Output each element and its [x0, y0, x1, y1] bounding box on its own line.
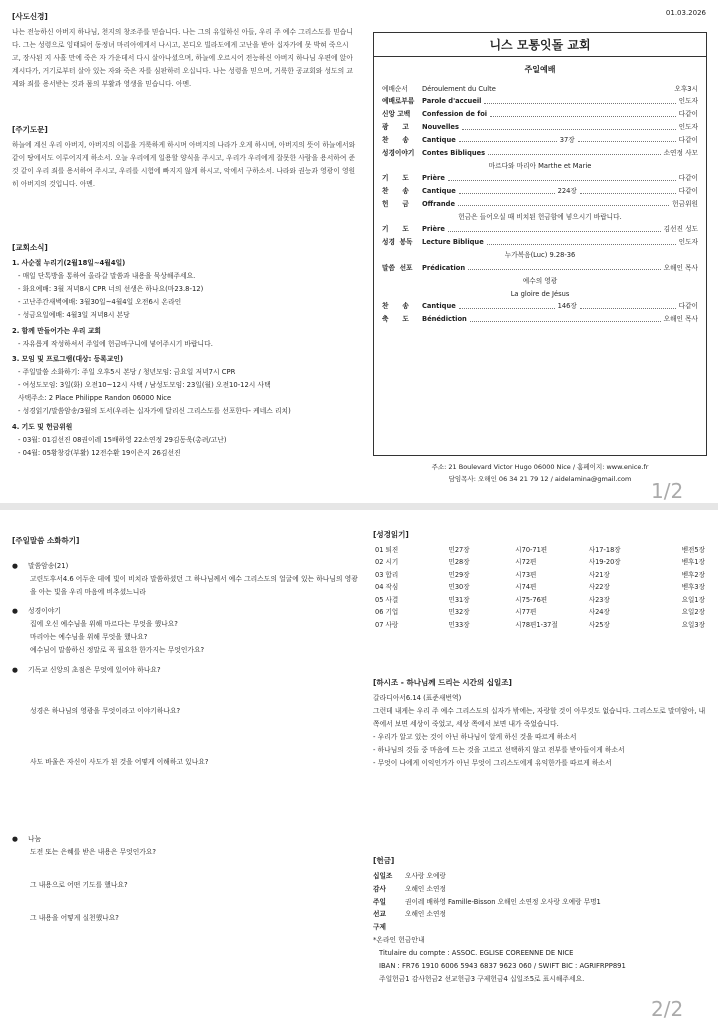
glory-question: 성경은 하나님의 영광을 무엇이라고 이야기하나요? — [30, 707, 181, 716]
story-question-1: 집에 오신 예수님을 위해 마르다는 무엇을 했나요? — [30, 619, 178, 628]
service-name: 주일예배 — [524, 65, 556, 74]
reading-cell: 시78편1-37절 — [515, 620, 558, 629]
order-korean: 성경 봉독 — [382, 238, 413, 247]
reading-cell: 벧전5장 — [681, 545, 705, 554]
reading-cell: 01 퇴진 — [375, 545, 399, 554]
offering-row — [373, 896, 707, 909]
paul-question: 사도 바울은 자신이 사도가 된 것을 어떻게 이해하고 있나요? — [30, 758, 209, 767]
order-row — [382, 134, 698, 147]
story-question-3: 예수님이 말씀하신 정말로 꼭 필요한 한가지는 무엇인가요? — [30, 645, 205, 654]
bulletin-date: 01.03.2026 — [665, 9, 706, 17]
reading-cell: 사17-18장 — [588, 545, 621, 554]
reading-cell: 06 기업 — [375, 608, 399, 617]
order-row — [382, 313, 698, 326]
leader-dots — [459, 305, 555, 309]
reading-cell: 사22장 — [588, 583, 610, 592]
apostles-creed — [12, 12, 357, 91]
reading-cell: 04 작심 — [375, 583, 399, 592]
order-french: Cantique — [422, 187, 456, 196]
reading-cell: 민27장 — [448, 545, 470, 554]
creed-text: 나는 전능하신 아버지 하나님, 천지의 창조주를 믿습니다. 나는 그의 유일하신 아들, 우리 주 예수 그리스도를 믿습니다. 그는 성령으로 잉태되어 동정녀 마리아에게서 나시고, 본디오 빌라도에게 고난을 받아 십자가에 못 박혀 죽으시고, 장사된 지 사흘 만에 죽은 자 가운데서 다시 살아나셨으며, 하늘에 오르시어 전능하신 아버지 하나님 우편에 앉아 계시다가, 거기로부터 살아 있는 자와 죽은 자를 심판하러 오십니다. 나는 성령을 믿으며, 거룩한 공교회와 성도의 교제와 죄를 용서받는 것과 몸의 부활과 영생을 믿습니다. 아멘. — [12, 28, 353, 88]
order-leader: 다같이 — [678, 135, 699, 144]
news-item-heading: 4. 기도 및 헌금위원 — [12, 423, 73, 431]
reading-cell: 사24장 — [588, 608, 610, 617]
order-french: Cantique — [422, 302, 456, 311]
reading-cell: 사23장 — [588, 595, 610, 604]
order-korean: 찬 송 — [382, 187, 409, 196]
order-korean: 예배로부름 — [382, 97, 415, 106]
order-korean: 헌 금 — [382, 199, 409, 208]
reading-cell: 민31장 — [448, 595, 470, 604]
story-question-2: 마리아는 예수님을 위해 무엇을 했나요? — [30, 632, 148, 641]
pastor-contact: 담임목사: 오해인 06 34 21 79 12 / aidelamina@gmail.com — [448, 475, 632, 484]
hymn-number: 224장 — [557, 187, 577, 196]
order-french: Prière — [422, 225, 445, 234]
reading-cell: 민33장 — [448, 620, 470, 629]
bulletin-page-2 — [0, 510, 718, 1024]
news-item-line: - 04월: 05황창강(부활) 12전수환 19이은지 26김선진 — [18, 448, 181, 457]
bullet-icon: ● — [12, 835, 18, 844]
order-leader: 오후3시 — [674, 84, 698, 93]
reading-row — [373, 582, 707, 595]
offering-type: 주일 — [373, 897, 386, 906]
reading-row — [373, 594, 707, 607]
bible-reading — [373, 530, 707, 632]
order-leader: 오해인 목사 — [663, 315, 698, 324]
leader-dots — [459, 138, 557, 142]
news-item-line: - 화요예배: 3월 저녁8시 CPR 너의 선생은 하나요(마23.8-12) — [18, 284, 204, 293]
bulletin-page-1 — [0, 0, 718, 505]
digest-memory: 말씀암송(21) — [28, 562, 69, 571]
reading-cell: 사25장 — [588, 620, 610, 629]
reading-cell: 07 사랑 — [375, 620, 399, 629]
order-korean: 광 고 — [382, 123, 409, 132]
order-leader: 인도자 — [678, 97, 698, 106]
order-french: Contes Bibliques — [422, 148, 486, 157]
sermon-digest — [12, 536, 362, 925]
reading-cell: 민32장 — [448, 608, 470, 617]
news-item-line: - 주일말씀 소화하기: 주일 오후5시 본당 / 청년모임: 금요일 저녁7시 CPR — [18, 368, 236, 377]
offering-section — [373, 856, 707, 985]
order-korean: 성경이야기 — [382, 148, 415, 157]
reading-cell: 민29장 — [448, 570, 470, 579]
order-leader: 인도자 — [678, 238, 698, 247]
order-korean: 기 도 — [382, 225, 409, 234]
bullet-icon: ● — [12, 666, 18, 675]
account-holder: Titulaire du compte : ASSOC. EGLISE COREENNE DE NICE — [379, 948, 574, 957]
reading-table — [373, 544, 707, 632]
reading-cell: 시75-76편 — [515, 595, 548, 604]
reading-cell: 02 시기 — [375, 558, 399, 567]
order-row — [382, 96, 698, 109]
reading-cell: 사19-20장 — [588, 558, 621, 567]
order-row — [382, 83, 698, 96]
reading-cell: 벧후1장 — [681, 558, 705, 567]
tenmin-title: [하시조 - 하나님께 드리는 시간의 십일조] — [373, 678, 512, 687]
order-french: Bénédiction — [422, 315, 467, 324]
order-french: Offrande — [422, 199, 455, 208]
offering-title: [헌금] — [373, 856, 395, 865]
reading-cell: 03 합리 — [375, 570, 399, 579]
news-item-line: - 성금요일예배: 4월3일 저녁8시 본당 — [18, 310, 130, 319]
reading-cell: 민28장 — [448, 558, 470, 567]
reading-cell: 시74편 — [515, 583, 537, 592]
order-row — [382, 108, 698, 121]
reading-cell: 민30장 — [448, 583, 470, 592]
order-row — [382, 300, 698, 313]
page-number: 2/2 — [651, 997, 684, 1021]
offering-row — [373, 870, 707, 883]
leader-dots — [448, 177, 676, 181]
leader-dots — [487, 241, 676, 245]
order-french: Prière — [422, 174, 445, 183]
order-row — [382, 185, 698, 198]
news-item-line: - 여성도모임: 3일(화) 오전10~12시 사택 / 남성도모임: 23일(월) 오전10-12시 사택 — [18, 381, 271, 390]
order-leader: 다같이 — [678, 302, 699, 311]
reading-cell: 시70-71편 — [515, 545, 548, 554]
order-french: Cantique — [422, 135, 456, 144]
reading-title: [성경읽기] — [373, 530, 409, 539]
order-korean: 말씀 선포 — [382, 263, 413, 272]
order-note: 마르다와 마리아 Marthe et Marie — [488, 161, 592, 170]
offering-type: 감사 — [373, 884, 386, 893]
order-row — [382, 236, 698, 249]
offering-list — [373, 870, 707, 934]
order-row — [382, 198, 698, 211]
order-list — [374, 83, 706, 326]
reading-cell: 요일2장 — [681, 608, 705, 617]
leader-dots — [580, 190, 676, 194]
leader-dots — [458, 202, 669, 206]
share-question-1: 도전 또는 은혜를 받은 내용은 무엇인가요? — [30, 848, 157, 857]
news-title: [교회소식] — [12, 243, 48, 252]
order-leader: 오해인 목사 — [663, 263, 698, 272]
news-item-line: 사택주소: 2 Place Philippe Randon 06000 Nice — [18, 394, 172, 403]
order-korean: 축 도 — [382, 315, 409, 324]
bullet-icon: ● — [12, 562, 18, 571]
news-item-line: - 성경읽기/말씀암송/3월의 도서(우리는 십자가에 달리신 그리스도를 선포한다- 케네스 리치) — [18, 407, 291, 416]
digest-story: 성경이야기 — [28, 606, 61, 615]
leader-dots — [448, 228, 661, 232]
online-offering: *온라인 헌금안내 — [373, 935, 425, 944]
reading-row — [373, 557, 707, 570]
offering-type: 십일조 — [373, 872, 393, 881]
worship-order-box — [373, 32, 707, 456]
order-korean: 기 도 — [382, 174, 409, 183]
memory-verse: 고린도후서4.6 어두운 데에 빛이 비치라 말씀하셨던 그 하나님께서 예수 그리스도의 얼굴에 있는 하나님의 영광을 아는 빛을 우리 마음에 비추셨느니라 — [30, 575, 358, 596]
creed-title: [사도신경] — [12, 12, 48, 21]
church-news — [12, 243, 362, 460]
offering-note: 주일헌금1 감사헌금2 선교헌금3 구제헌금4 십일조5로 표시해주세요. — [379, 974, 585, 983]
order-leader: 다같이 — [678, 110, 698, 119]
tenmin-line-3: - 무엇이 나에게 이익인가가 아닌 무엇이 그리스도에게 유익한가를 따르게 하소서 — [373, 758, 612, 767]
news-item-line: - 자유롭게 작성하셔서 주일에 헌금바구니에 넣어주시기 바랍니다. — [18, 339, 213, 348]
order-korean: 신앙 고백 — [382, 110, 411, 119]
page-number: 1/2 — [651, 479, 684, 503]
leader-dots — [470, 318, 661, 322]
order-french: Confession de foi — [422, 110, 488, 119]
order-note: La gloire de Jésus — [510, 289, 570, 298]
reading-cell: 05 사결 — [375, 595, 399, 604]
reading-cell: 시73편 — [515, 570, 537, 579]
offering-names: 오사랑 오예랑 — [405, 872, 446, 881]
tenmin-line-1: - 우리가 알고 있는 것이 아닌 하나님이 알게 하신 것을 따르게 하소서 — [373, 732, 577, 741]
order-korean: 예배순서 — [382, 84, 408, 93]
news-item-heading: 1. 사순절 누리기(2월18일~4월4일) — [12, 259, 126, 268]
order-leader: 다같이 — [678, 187, 699, 196]
sharing-heading: 나눔 — [28, 835, 42, 844]
leader-dots — [578, 138, 676, 142]
order-korean: 찬 송 — [382, 302, 409, 311]
reading-cell: 벧후2장 — [681, 570, 705, 579]
order-french: Lecture Biblique — [422, 238, 484, 247]
share-question-3: 그 내용을 어떻게 실천했나요? — [30, 913, 119, 922]
offering-row — [373, 883, 707, 896]
reading-cell: 시72편 — [515, 558, 537, 567]
leader-dots — [462, 126, 676, 130]
reading-row — [373, 619, 707, 632]
reading-cell: 시77편 — [515, 608, 537, 617]
news-item-heading: 3. 모임 및 프로그램(대상: 등록교인) — [12, 355, 124, 364]
order-french: Prédication — [422, 263, 466, 272]
order-leader: 김선진 성도 — [663, 225, 698, 234]
lords-prayer — [12, 125, 357, 191]
offering-row — [373, 908, 707, 921]
tenmin-ref: 갈라디아서6.14 (표준새번역) — [373, 694, 462, 703]
reading-cell: 요일3장 — [681, 620, 705, 629]
order-row — [382, 262, 698, 275]
digest-title: [주일말씀 소화하기] — [12, 536, 80, 545]
order-leader: 헌금위원 — [672, 199, 698, 208]
news-item-heading: 2. 함께 만들어가는 우리 교회 — [12, 326, 101, 335]
church-address: 주소: 21 Boulevard Victor Hugo 06000 Nice / 홈페이지: www.enice.fr — [431, 463, 649, 471]
tenmin-line-2: - 하나님의 것들 중 마음에 드는 것을 고르고 선택하지 않고 전부를 받아들이게 하소서 — [373, 745, 625, 754]
order-french: Nouvelles — [422, 123, 459, 132]
offering-names: 오해인 소연정 — [405, 910, 446, 919]
reading-cell: 사21장 — [588, 570, 610, 579]
news-item-line: - 03월: 01김선진 08권이레 15배하영 22소연정 29김동욱(총려/고난) — [18, 435, 227, 444]
hymn-number: 37장 — [559, 135, 575, 144]
tithe-of-time — [373, 678, 707, 770]
offering-names: 권이레 배하영 Famille-Bisson 오해인 소연정 오사랑 오예랑 무명1 — [405, 897, 601, 906]
reading-row — [373, 607, 707, 620]
leader-dots — [488, 151, 660, 155]
leader-dots — [459, 190, 555, 194]
offering-names: 오해인 소연정 — [405, 884, 446, 893]
reading-row — [373, 569, 707, 582]
offering-type: 구제 — [373, 923, 386, 932]
news-item-line: - 고난주간새벽예배: 3월30일~4월4일 오전6시 온라인 — [18, 297, 182, 306]
offering-row — [373, 921, 707, 934]
order-leader: 다같이 — [678, 174, 698, 183]
order-note: 예수의 영광 — [522, 276, 558, 285]
tenmin-text: 그런데 내게는 우리 주 예수 그리스도의 십자가 밖에는, 자랑할 것이 아무것도 없습니다. 그리스도로 말미암아, 내 쪽에서 보면 세상이 죽었고, 세상 쪽에서 보면 내가 죽었습니다. — [373, 707, 706, 728]
order-note: 헌금은 들어오실 때 비치된 헌금함에 넣으시기 바랍니다. — [458, 212, 622, 221]
order-row — [382, 121, 698, 134]
order-french: Parole d'accueil — [422, 97, 482, 106]
order-leader: 소연정 사모 — [663, 148, 698, 157]
leader-dots — [484, 100, 675, 104]
order-row — [382, 147, 698, 160]
reading-cell: 요일1장 — [681, 595, 705, 604]
prayer-title: [주기도문] — [12, 125, 48, 134]
offering-type: 선교 — [373, 910, 386, 919]
prayer-text: 하늘에 계신 우리 아버지, 아버지의 이름을 거룩하게 하시며 아버지의 나라가 오게 하시며, 아버지의 뜻이 하늘에서와 같이 땅에서도 이루어지게 하소서. 오늘 우리에게 일용할 양식을 주시고, 우리가 우리에게 잘못한 사람을 용서하여 준 것 같이 우리 죄를 용서하여 주시고, 우리를 시험에 빠지지 않게 하시고, 악에서 구하소서. 나라와 권능과 영광이 영원히 아버지의 것입니다. 아멘. — [12, 141, 356, 188]
leader-dots — [468, 266, 660, 270]
order-note: 누가복음(Luc) 9.28-36 — [504, 251, 576, 260]
news-item-line: - 매일 단톡방을 통하여 올라갈 말씀과 내용을 묵상해주세요. — [18, 272, 196, 281]
bullet-icon: ● — [12, 606, 18, 615]
reading-cell: 벧후3장 — [681, 583, 705, 592]
order-french: Déroulement du Culte — [422, 84, 496, 93]
iban: IBAN : FR76 1910 6006 5943 6837 9623 060 / SWIFT BIC : AGRIFRPP891 — [379, 961, 626, 970]
faith-question: 기독교 신앙의 초점은 무엇에 있어야 하나요? — [28, 666, 161, 675]
order-leader: 인도자 — [678, 123, 698, 132]
leader-dots — [490, 113, 676, 117]
church-name: 니스 모통잇돌 교회 — [374, 33, 706, 57]
leader-dots — [580, 305, 676, 309]
share-question-2: 그 내용으로 어떤 기도를 했나요? — [30, 881, 128, 889]
hymn-number: 146장 — [557, 302, 577, 311]
order-row — [382, 224, 698, 237]
reading-row — [373, 544, 707, 557]
order-korean: 찬 송 — [382, 135, 409, 144]
order-row — [382, 172, 698, 185]
